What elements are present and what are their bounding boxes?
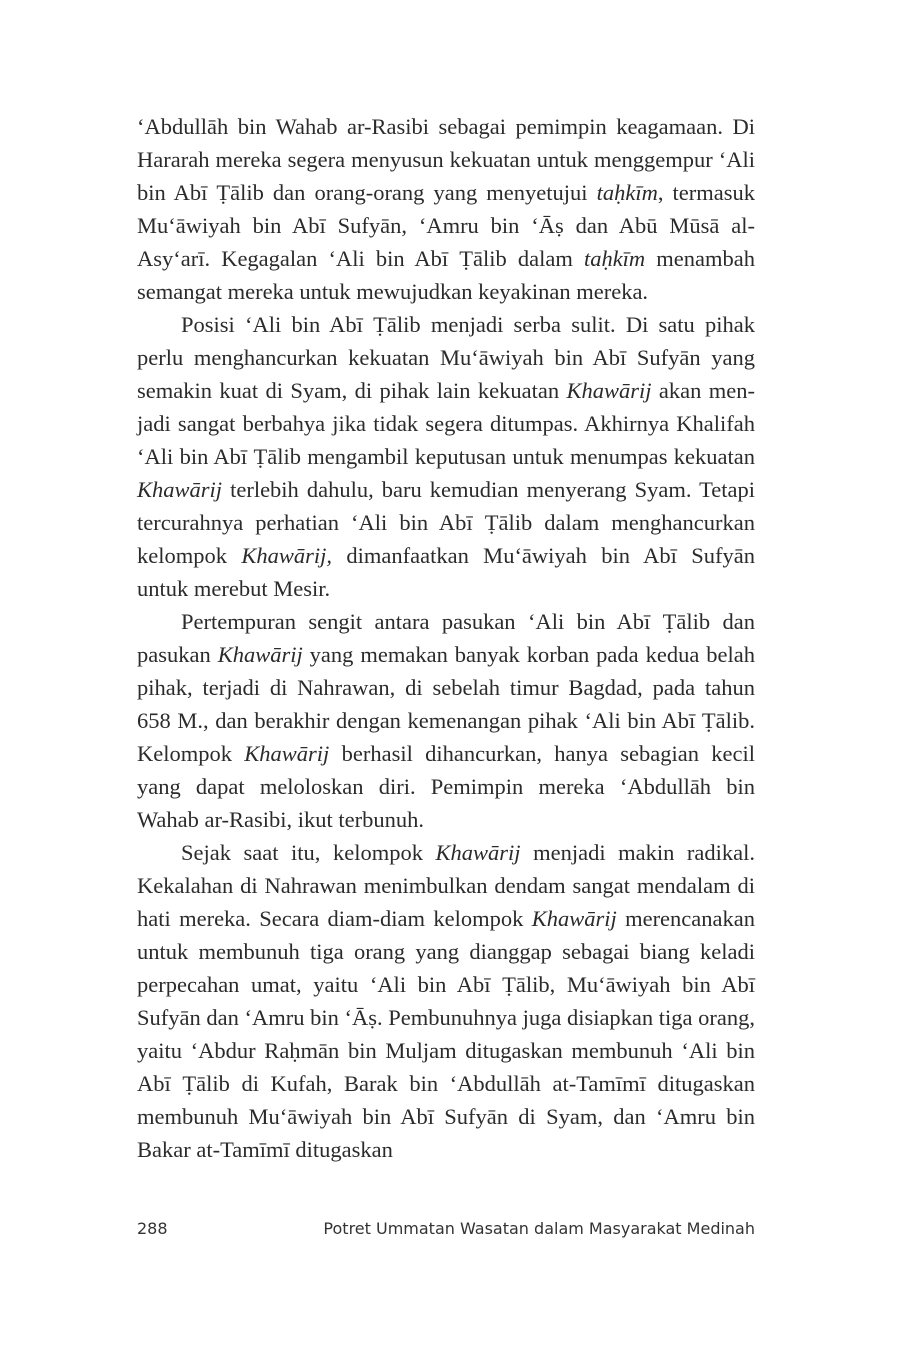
italic-term: Khawārij [435,840,521,865]
paragraph-2 [137,308,755,605]
text-run: akan menjadi sangat berbahya jika tidak segera ditumpas. Akhirnya Khalifah ‘Ali bin Abī Ṭālib mengambil keputusan untuk menumpas kekuatan [137,378,755,469]
text-run: ‘Abdullāh bin Wahab ar-Rasibi sebagai pemimpin keagamaan. Di Hararah mereka segera menyusun kekuatan untuk menggempur ‘Ali bin Abī Ṭālib dan orang-orang yang menyetujui [137,114,755,205]
italic-term: Khawārij [566,378,652,403]
page-footer [137,1219,755,1238]
italic-term: Khawārij [137,477,223,502]
italic-term: taḥkīm [583,246,646,271]
text-run: dimanfaatkan Mu‘āwiyah bin Abī Sufyān untuk merebut Mesir. [137,543,755,601]
paragraph-4 [137,836,755,1166]
italic-term: Khawārij [244,741,330,766]
text-run: Sejak saat itu, kelompok [181,840,436,865]
paragraph-1 [137,110,755,308]
text-run: berhasil dihancurkan, hanya sebagian kecil yang dapat meloloskan diri. Pemimpin mereka ‘Abdullāh bin Wahab ar-Rasibi, ikut terbunuh. [137,741,755,832]
italic-term: Khawārij [217,642,303,667]
text-run: yang memakan banyak korban pada kedua belah pihak, terjadi di Nahrawan, di sebelah timur Bagdad, pada tahun 658 M., dan berakhir dengan kemenangan pihak ‘Ali bin Abī Ṭālib. Kelompok [137,642,755,766]
running-title: Potret Ummatan Wasatan dalam Masyarakat Medinah [323,1219,755,1238]
text-run: Pertempuran sengit antara pasukan ‘Ali bin Abī Ṭālib dan pasukan [137,609,755,667]
text-run: , termasuk Mu‘āwiyah bin Abī Sufyān, ‘Amru bin ‘Āṣ dan Abū Mūsā al-Asy‘arī. Kegagalan ‘Ali bin Abī Ṭālib dalam [137,180,755,271]
page-number: 288 [137,1219,168,1238]
paragraph-3 [137,605,755,836]
text-run: merencanakan untuk membunuh tiga orang yang dianggap sebagai biang keladi perpecahan umat, yaitu ‘Ali bin Abī Ṭālib, Mu‘āwiyah bin Abī Sufyān dan ‘Amru bin ‘Āṣ. Pembunuhnya juga disiapkan tiga orang, yaitu ‘Abdur Raḥmān bin Muljam ditugaskan membunuh ‘Ali bin Abī Ṭālib di Kufah, Barak bin ‘Abdullāh at-Tamīmī ditugaskan membunuh Mu‘āwiyah bin Abī Sufyān di Syam, dan ‘Amru bin Bakar at-Tamīmī ditugaskan [137,906,756,1162]
text-run: menjadi makin radikal. Kekalahan di Nahrawan menimbulkan dendam sangat mendalam di hati mereka. Secara diam-diam kelompok [137,840,755,931]
text-run: menambah semangat mereka untuk mewujudkan keyakinan mereka. [137,246,755,304]
italic-term: Khawārij, [241,543,333,568]
page-body [137,110,755,1166]
italic-term: Khawārij [531,906,617,931]
italic-term: taḥkīm [596,180,658,205]
text-run: terlebih dahulu, baru kemudian menyerang Syam. Tetapi tercurahnya perhatian ‘Ali bin Abī Ṭālib dalam menghancurkan kelompok [137,477,755,568]
text-run: Posisi ‘Ali bin Abī Ṭālib menjadi serba sulit. Di satu pihak perlu menghancurkan kekuatan Mu‘āwiyah bin Abī Sufyān yang semakin kuat di Syam, di pihak lain kekuatan [137,312,755,403]
